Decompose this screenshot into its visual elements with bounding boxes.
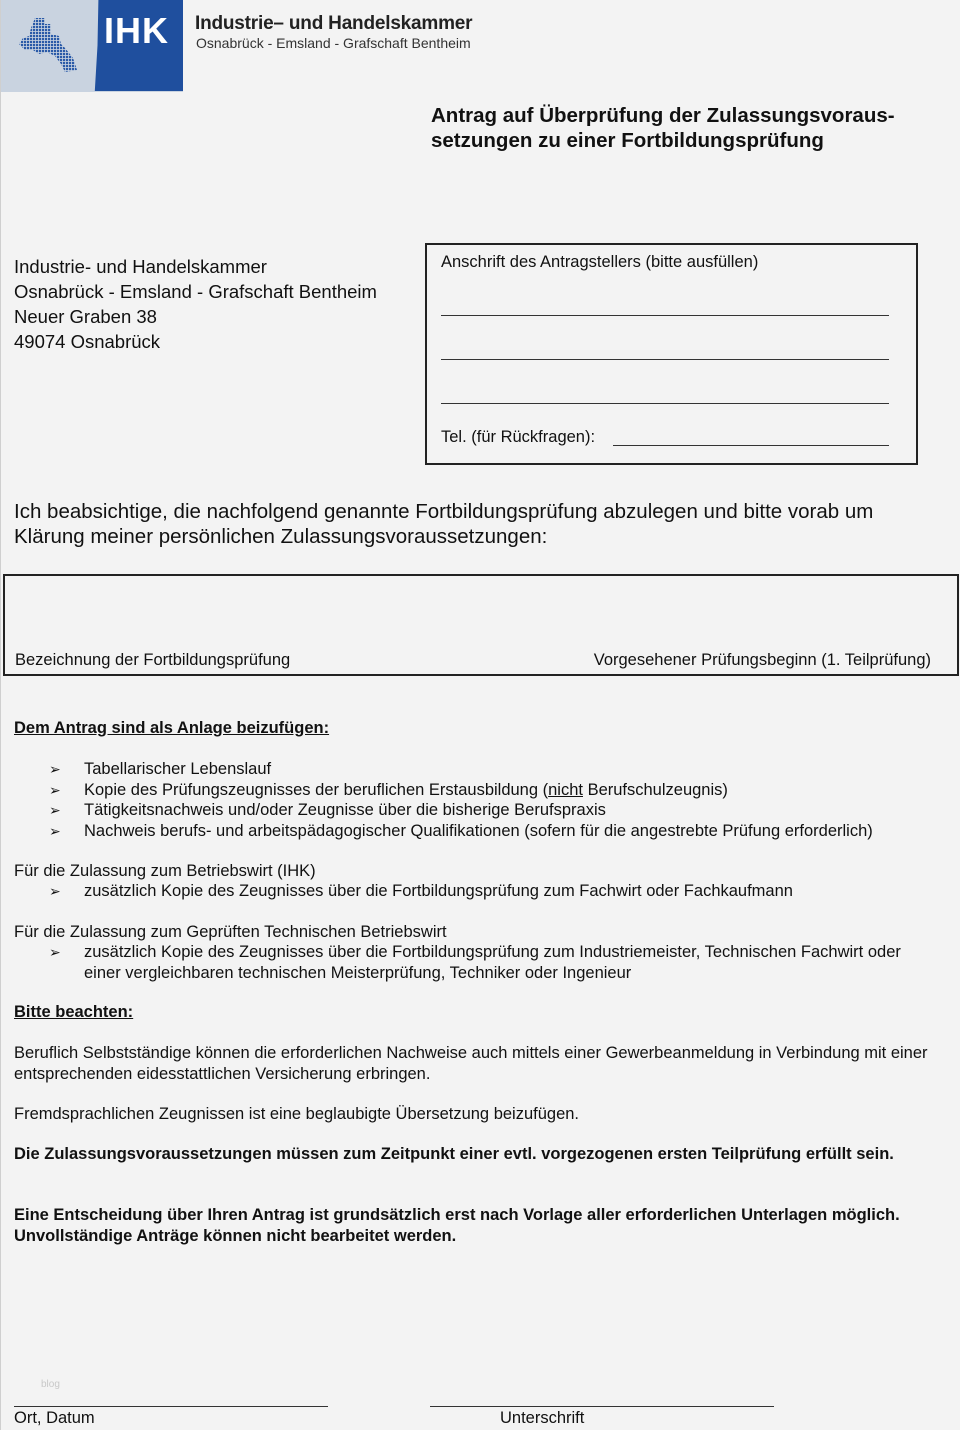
list-item: ➢ zusätzlich Kopie des Zeugnisses über die Fortbildungsprüfung zum Industriemeister, Technischen Fachwirt oder einer vergleichbaren technischen Meisterprüfung, Techniker oder Ingenieur [49,943,901,982]
betriebswirt-list [14,881,954,902]
notes-paragraph-2: Fremdsprachlichen Zeugnissen ist eine beglaubigte Übersetzung beizufügen. [14,1105,580,1123]
list-item: ➢ Nachweis berufs- und arbeitspädagogischer Qualifikationen (sofern für die angestrebte Prüfung erforderlich) [49,821,873,840]
list-item: ➢ Tabellarischer Lebenslauf [49,760,272,778]
recipient-line: Osnabrück - Emsland - Grafschaft Bentheim [14,281,377,302]
address-line-1-field[interactable] [441,315,889,316]
betriebswirt-heading: Für die Zulassung zum Betriebswirt (IHK) [14,862,316,880]
logo-text: IHK [104,10,169,51]
notes-heading: Bitte beachten: [14,1003,134,1021]
place-date-label: Ort, Datum [14,1409,95,1427]
arrow-bullet-icon: ➢ [49,883,61,899]
address-line-2-field[interactable] [441,359,889,360]
notes-paragraph-4: Eine Entscheidung über Ihren Antrag ist grundsätzlich erst nach Vorlage aller erforderlichen Unterlagen möglich. Unvollständige Anträge können nicht bearbeitet werden. [14,1206,900,1245]
recipient-line: 49074 Osnabrück [14,331,161,352]
exam-name-label: Bezeichnung der Fortbildungsprüfung [15,651,291,669]
org-region: Osnabrück - Emsland - Grafschaft Bentheim [196,35,471,51]
recipient-line: Neuer Graben 38 [14,306,157,327]
signature-label: Unterschrift [500,1409,585,1427]
list-item: ➢ Kopie des Prüfungszeugnisses der beruflichen Erstausbildung (nicht Berufschulzeugnis) [49,780,728,799]
arrow-bullet-icon: ➢ [49,822,61,839]
arrow-bullet-icon: ➢ [49,781,61,798]
recipient-address [14,254,377,354]
tech-betriebswirt-list [14,942,934,983]
title-line-1: Antrag auf Überprüfung der Zulassungsvoraus- [431,104,895,127]
tel-field[interactable] [613,445,889,446]
list-item: ➢ Tätigkeitsnachweis und/oder Zeugnisse über die bisherige Berufspraxis [49,801,606,819]
page-title [431,103,895,153]
watermark: blog [41,1379,60,1390]
address-line-3-field[interactable] [441,403,889,404]
recipient-line: Industrie- und Handelskammer [14,256,267,277]
signature-field[interactable] [430,1406,774,1407]
ihk-logo [1,0,183,92]
notes-paragraph-1: Beruflich Selbstständige können die erforderlichen Nachweise auch mittels einer Gewerbeanmeldung in Verbindung mit einer entsprechenden eidesstattlichen Versicherung erbringen. [14,1044,928,1083]
place-date-field[interactable] [14,1406,328,1407]
exam-box[interactable] [3,574,959,676]
list-item: ➢ zusätzlich Kopie des Zeugnisses über die Fortbildungsprüfung zum Fachwirt oder Fachkaufmann [49,882,793,900]
attachments-heading: Dem Antrag sind als Anlage beizufügen: [14,719,330,737]
applicant-address-label: Anschrift des Antragstellers (bitte ausfüllen) [441,253,759,271]
tel-label: Tel. (für Rückfragen): [441,428,596,446]
exam-start-label: Vorgesehener Prüfungsbeginn (1. Teilprüfung) [593,651,931,669]
notes-paragraph-3: Die Zulassungsvoraussetzungen müssen zum Zeitpunkt einer evtl. vorgezogenen ersten Teilprüfung erfüllt sein. [14,1145,894,1163]
arrow-bullet-icon: ➢ [49,944,61,960]
intro-text: Ich beabsichtige, die nachfolgend genannte Fortbildungsprüfung abzulegen und bitte vorab um Klärung meiner persönlichen Zulassungsvoraussetzungen: [14,500,874,548]
arrow-bullet-icon: ➢ [49,761,61,777]
title-line-2: setzungen zu einer Fortbildungsprüfung [431,129,824,152]
attachments-list [14,759,954,841]
tech-betriebswirt-heading: Für die Zulassung zum Geprüften Technischen Betriebswirt [14,923,447,941]
region-map-icon [15,14,81,76]
org-name: Industrie– und Handelskammer [195,13,473,34]
applicant-address-box [425,243,918,465]
arrow-bullet-icon: ➢ [49,802,61,818]
